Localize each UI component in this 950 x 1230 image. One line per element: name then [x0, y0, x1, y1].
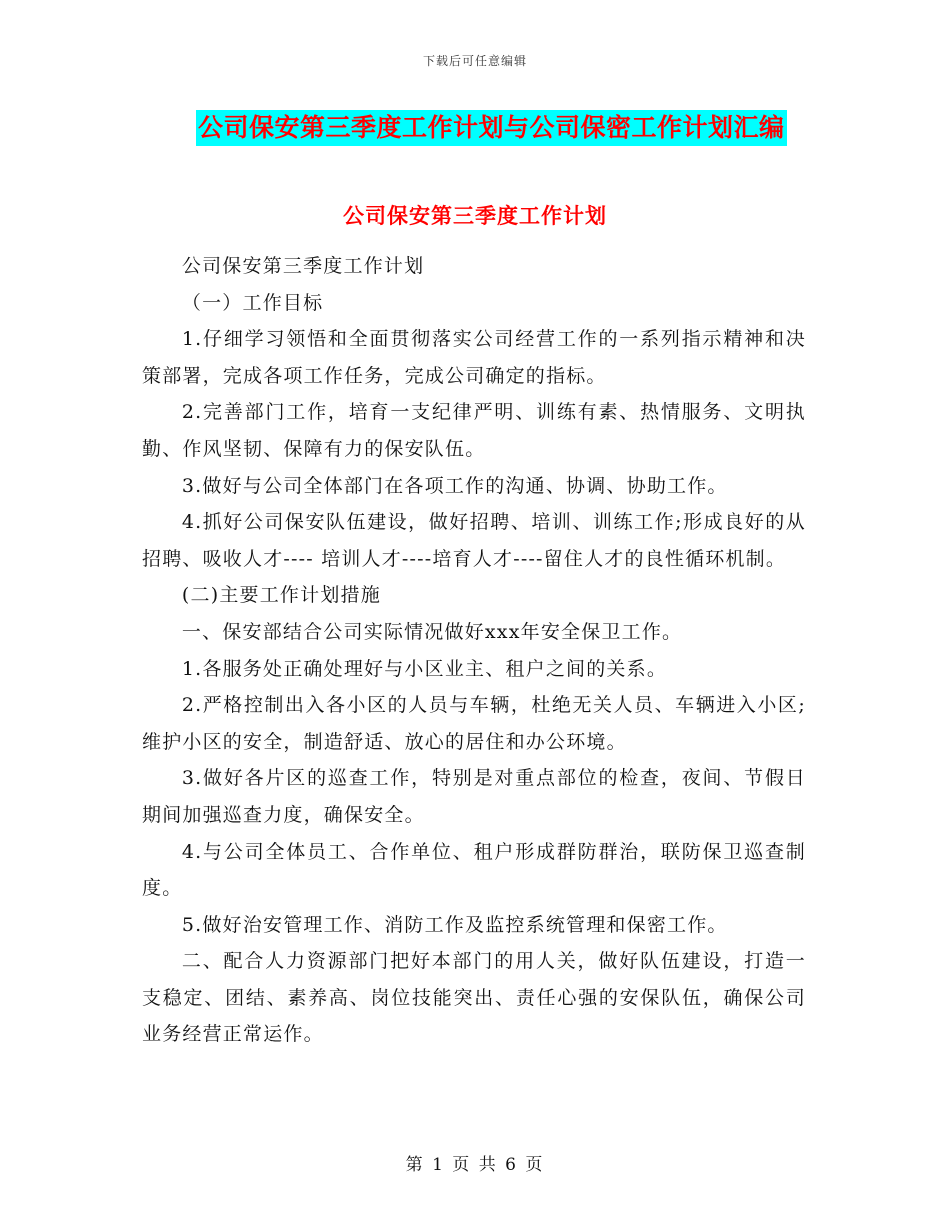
paragraph: 公司保安第三季度工作计划 — [181, 255, 425, 277]
paragraph: 二、配合人力资源部门把好本部门的用人关，做好队伍建设，打造一支稳定、团结、素养高、岗位技能突出、责任心强的安保队伍，确保公司业务经营正常运作。 — [142, 950, 806, 1046]
paragraph: (二)主要工作计划措施 — [181, 584, 381, 607]
paragraph: 3.做好各片区的巡查工作，特别是对重点部位的检查，夜间、节假日期间加强巡查力度，确保安全。 — [142, 767, 806, 826]
paragraph: （一）工作目标 — [181, 291, 324, 314]
page-footer: 第 1 页 共 6 页 — [405, 1155, 545, 1175]
paragraph: 一、保安部结合公司实际情况做好xxx年安全保卫工作。 — [181, 620, 683, 643]
document-body — [142, 248, 806, 1053]
paragraph: 1.各服务处正确处理好与小区业主、租户之间的关系。 — [181, 657, 668, 680]
header-note: 下载后可任意编辑 — [422, 54, 527, 68]
paragraph: 3.做好与公司全体部门在各项工作的沟通、协调、协助工作。 — [181, 474, 728, 497]
main-title: 公司保安第三季度工作计划与公司保密工作计划汇编 — [196, 110, 787, 146]
paragraph: 4.抓好公司保安队伍建设，做好招聘、培训、训练工作;形成良好的从招聘、吸收人才---- 培训人才----培育人才----留住人才的良性循环机制。 — [142, 511, 806, 570]
section-title: 公司保安第三季度工作计划 — [343, 204, 607, 228]
paragraph: 2.完善部门工作，培育一支纪律严明、训练有素、热情服务、文明执勤、作风坚韧、保障有力的保安队伍。 — [142, 401, 806, 460]
paragraph: 2.严格控制出入各小区的人员与车辆，杜绝无关人员、车辆进入小区;维护小区的安全，制造舒适、放心的居住和办公环境。 — [142, 694, 806, 753]
paragraph: 5.做好治安管理工作、消防工作及监控系统管理和保密工作。 — [181, 913, 728, 936]
paragraph: 4.与公司全体员工、合作单位、租户形成群防群治，联防保卫巡查制度。 — [142, 840, 806, 900]
paragraph: 1.仔细学习领悟和全面贯彻落实公司经营工作的一系列指示精神和决策部署，完成各项工作任务，完成公司确定的指标。 — [142, 328, 806, 387]
